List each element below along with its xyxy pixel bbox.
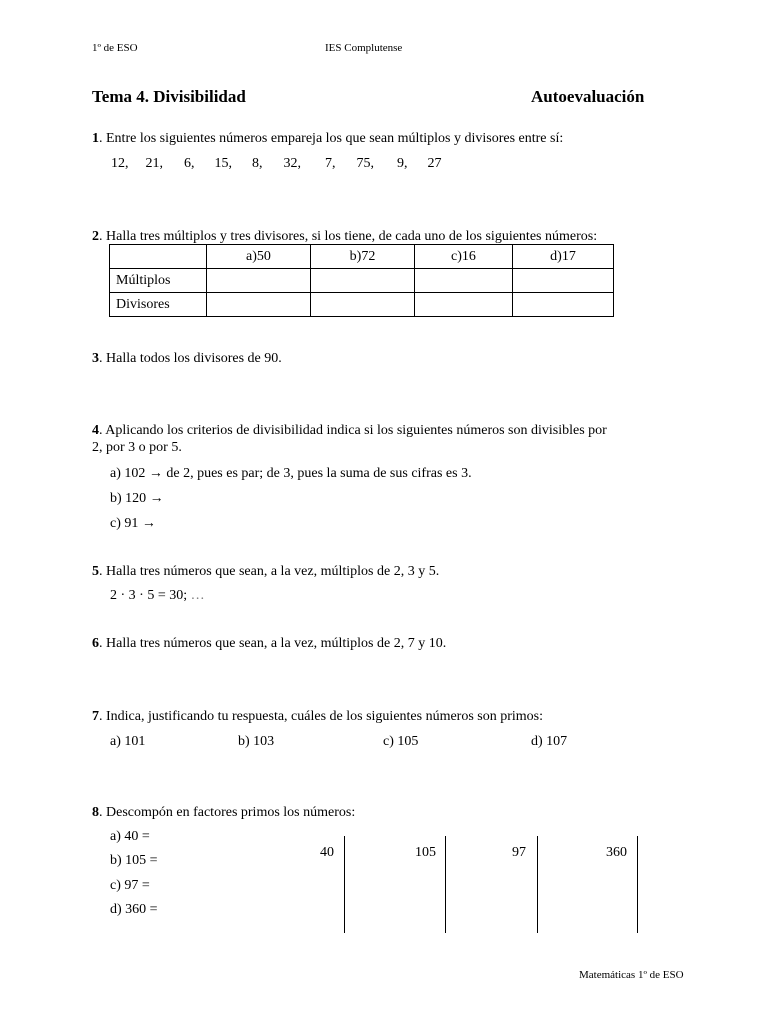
- question-text: . Halla todos los divisores de 90.: [99, 351, 282, 366]
- factor-divider-line: [445, 836, 446, 933]
- option: c) 105: [383, 734, 419, 749]
- table-corner-cell: [110, 245, 207, 269]
- question-4-line2: 2, por 3 o por 5.: [92, 440, 182, 455]
- value: 9,: [397, 156, 408, 171]
- option: b) 103: [238, 734, 275, 749]
- question-text: . Indica, justificando tu respuesta, cuáles de los siguientes números son primos:: [99, 709, 544, 724]
- question-text: . Halla tres números que sean, a la vez, múltiplos de 2, 3 y 5.: [99, 564, 440, 579]
- answer-item: b) 105 =: [110, 853, 158, 868]
- row-label: Múltiplos: [110, 269, 207, 293]
- option: d) 107: [531, 734, 568, 749]
- question-number: 5: [92, 564, 99, 579]
- factor-head: 105: [415, 845, 436, 860]
- column-header: a)50: [207, 245, 311, 269]
- question-number: 7: [92, 709, 99, 724]
- answer-cell[interactable]: [415, 269, 513, 293]
- question-number: 1: [92, 131, 99, 146]
- question-number: 8: [92, 805, 99, 820]
- table-row: [110, 293, 614, 317]
- column-header: d)17: [513, 245, 614, 269]
- factor-head: 360: [606, 845, 627, 860]
- factor-divider-line: [637, 836, 638, 933]
- answer-item: b) 120 →: [110, 491, 164, 506]
- value: 6,: [184, 156, 195, 171]
- value: 21,: [145, 156, 163, 171]
- question-text: . Entre los siguientes números empareja los que sean múltiplos y divisores entre sí:: [99, 131, 564, 146]
- question-7: [92, 708, 543, 725]
- question-2: [92, 228, 597, 245]
- factor-divider-line: [537, 836, 538, 933]
- question-6: [92, 635, 446, 652]
- answer-cell[interactable]: [513, 269, 614, 293]
- factor-head: 40: [320, 845, 334, 860]
- factor-divider-line: [344, 836, 345, 933]
- value: 27: [427, 156, 442, 171]
- answer-cell[interactable]: [207, 293, 311, 317]
- value: 15,: [214, 156, 232, 171]
- value: 12,: [111, 156, 129, 171]
- question-number: 4: [92, 423, 99, 438]
- ellipsis: …: [190, 588, 205, 603]
- answer-cell[interactable]: [513, 293, 614, 317]
- value: 75,: [356, 156, 374, 171]
- question-text: . Aplicando los criterios de divisibilidad indica si los siguientes números son divisibles por: [99, 423, 607, 438]
- page-title: Tema 4. Divisibilidad: [92, 87, 246, 106]
- question-4: [92, 422, 607, 439]
- value: 7,: [325, 156, 336, 171]
- table-header-row: [110, 245, 614, 269]
- answer-cell[interactable]: [311, 293, 415, 317]
- column-header: b)72: [311, 245, 415, 269]
- question-1-values: [111, 155, 442, 172]
- table-row: [110, 269, 614, 293]
- factor-head: 97: [512, 845, 526, 860]
- question-text: . Halla tres múltiplos y tres divisores, si los tiene, de cada uno de los siguientes números:: [99, 229, 598, 244]
- header-school: IES Complutense: [325, 42, 403, 54]
- answer-item: a) 40 =: [110, 829, 150, 844]
- question-number: 3: [92, 351, 99, 366]
- question-3: [92, 350, 282, 367]
- page-subtitle: Autoevaluación: [531, 87, 645, 106]
- column-header: c)16: [415, 245, 513, 269]
- question-1: [92, 130, 563, 147]
- value: 32,: [283, 156, 301, 171]
- question-number: 6: [92, 636, 99, 651]
- value: 8,: [252, 156, 263, 171]
- answer-item: c) 91 →: [110, 516, 156, 531]
- question-5: [92, 563, 439, 580]
- page-footer: Matemáticas 1º de ESO: [579, 969, 684, 981]
- answer-item: a) 102 → de 2, pues es par; de 3, pues la suma de sus cifras es 3.: [110, 466, 472, 481]
- answer-item: d) 360 =: [110, 902, 158, 917]
- question-8: [92, 804, 355, 821]
- question-number: 2: [92, 229, 99, 244]
- answer-cell[interactable]: [311, 269, 415, 293]
- example-expression: 2 · 3 · 5 = 30;: [110, 588, 188, 603]
- question-text: . Descompón en factores primos los números:: [99, 805, 356, 820]
- multiples-divisors-table: [109, 244, 614, 317]
- row-label: Divisores: [110, 293, 207, 317]
- answer-cell[interactable]: [207, 269, 311, 293]
- option: a) 101: [110, 734, 146, 749]
- example-line: [110, 587, 205, 604]
- header-course: 1º de ESO: [92, 42, 138, 54]
- answer-cell[interactable]: [415, 293, 513, 317]
- answer-item: c) 97 =: [110, 878, 150, 893]
- question-text: . Halla tres números que sean, a la vez, múltiplos de 2, 7 y 10.: [99, 636, 447, 651]
